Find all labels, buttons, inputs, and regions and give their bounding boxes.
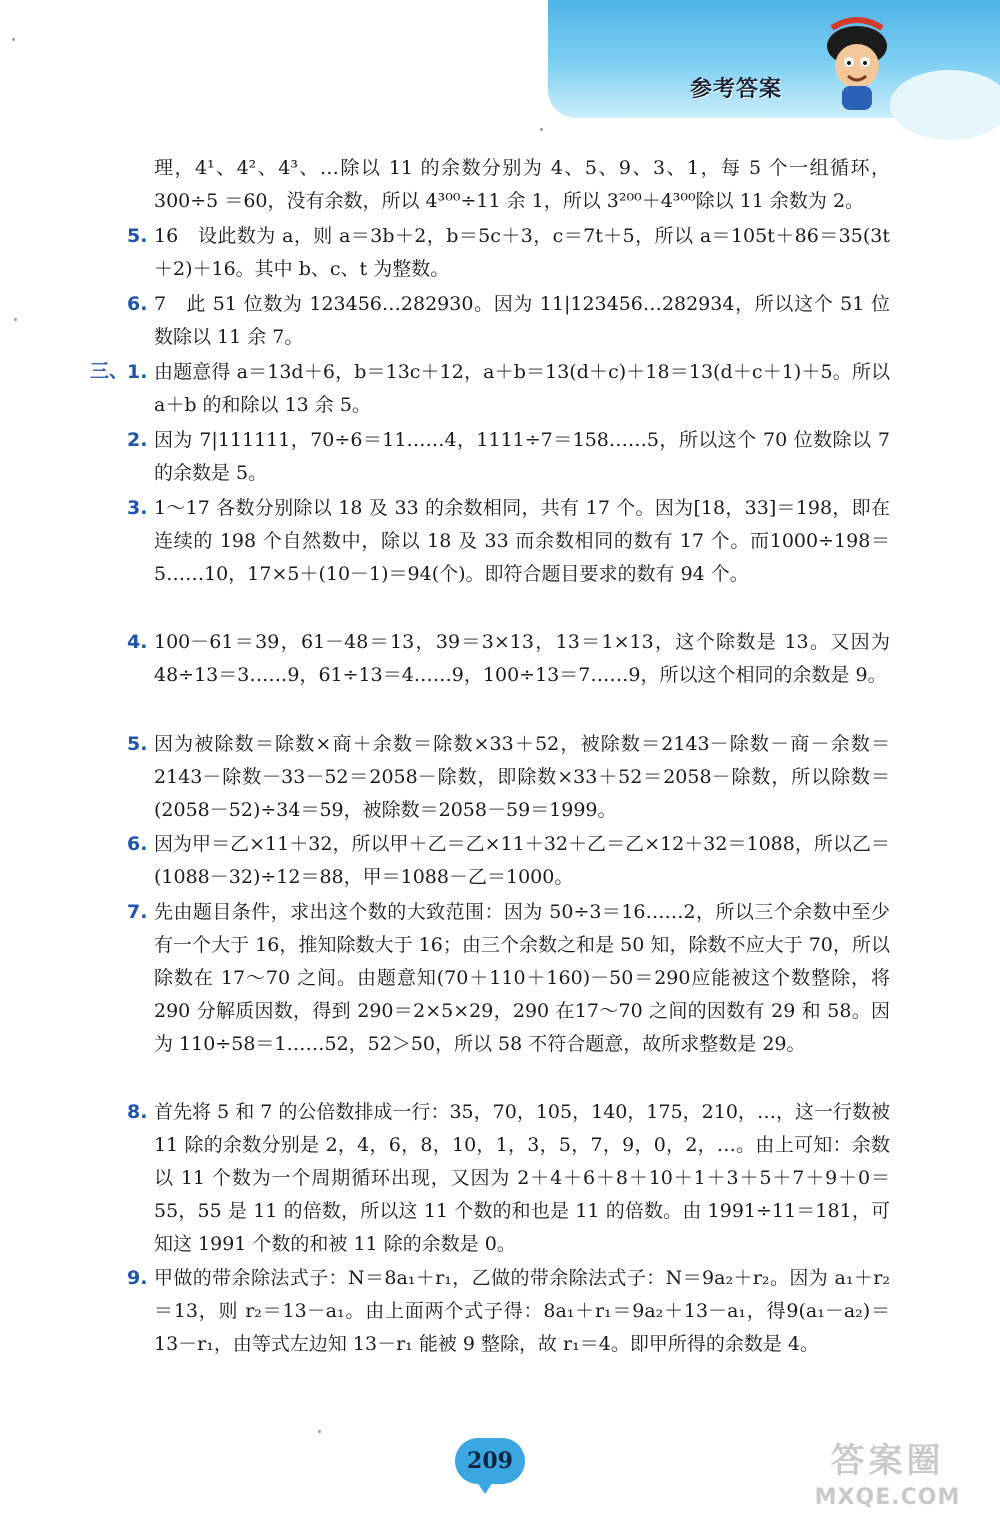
item-number: 2.: [127, 429, 148, 451]
item-text: 100－61＝39，61－48＝13，39＝3×13，13＝1×13，这个除数是 13。又因为48÷13＝3……9，61÷13＝4……9，100÷13＝7……9，所以这个相同的余数是 9。: [154, 631, 890, 686]
answer-item: [127, 728, 890, 827]
item-text: 1～17 各数分别除以 18 及 33 的余数相同，共有 17 个。因为[18，33]＝198，即在连续的 198 个自然数中，除以 18 及 33 而余数相同的数有 17 个。而1000÷198＝5……10，17×5＋(10－1)＝94(个)。即符合题目要求的数有 94 个。: [154, 497, 890, 585]
item-text: 先由题目条件，求出这个数的大致范围：因为 50÷3＝16……2，所以三个余数中至少有一个大于 16，推知除数大于 16；由三个余数之和是 50 知，除数不应大于 70，所以除数在 17～70 之间。由题意知(70＋110＋160)－50＝290应能被这个数整除，将 290 分解质因数，得到 290＝2×5×29，290 在17～70 之间的因数有 29 和 58。因为 110÷58＝1……52，52＞50，所以 58 不符合题意，故所求整数是 29。: [154, 901, 890, 1055]
answer-item: [127, 288, 890, 354]
item-number: 5.: [127, 733, 148, 755]
item-number: 4.: [127, 631, 148, 653]
header-title: 参考答案: [690, 77, 783, 102]
item-number: 7.: [127, 901, 148, 923]
item-number: 3.: [127, 497, 148, 519]
answer-item: [127, 492, 890, 591]
item-number: 8.: [127, 1101, 148, 1123]
answer-item: [127, 220, 890, 286]
answer-item: [127, 626, 890, 692]
answer-item: [127, 356, 890, 422]
item-text: 首先将 5 和 7 的公倍数排成一行：35，70，105，140，175，210，…，这一行数被 11 除的余数分别是 2，4，6，8，10，1，3，5，7，9，0，2，…。由上可知：余数以 11 个数为一个周期循环出现，又因为 2＋4＋6＋8＋10＋1＋3＋5＋7＋9＋0＝55，55 是 11 的倍数，所以这 11 个数的和也是 11 的倍数。由 1991÷11＝181，可知这 1991 个数的和被 11 除的余数是 0。: [154, 1101, 890, 1255]
watermark-url: MXQE.COM: [814, 1485, 961, 1510]
answer-item: [127, 1096, 890, 1261]
watermark: [780, 1438, 995, 1524]
continuation-text: 理，4¹、4²、4³、…除以 11 的余数分别为 4、5、9、3、1，每 5 个一组循环，300÷5 ＝60，没有余数，所以 4³⁰⁰÷11 余 1，所以 3²⁰⁰＋4³⁰⁰除以 11 余数为 2。: [154, 157, 890, 212]
answer-item: [127, 828, 890, 894]
page-number: 209: [467, 1448, 513, 1474]
item-number: 1.: [127, 361, 148, 383]
item-text: 由题意得 a＝13d＋6，b＝13c＋12，a＋b＝13(d＋c)＋18＝13(d＋c＋1)＋5。所以 a＋b 的和除以 13 余 5。: [154, 361, 890, 416]
item-text: 16 设此数为 a，则 a＝3b＋2，b＝5c＋3，c＝7t＋5，所以 a＝105t＋86＝35(3t＋2)＋16。其中 b、c、t 为整数。: [154, 225, 890, 280]
page-number-badge: [455, 1438, 525, 1484]
answer-item: [127, 1262, 890, 1361]
item-number: 6.: [127, 293, 148, 315]
item-number: 9.: [127, 1267, 148, 1289]
item-number: 5.: [127, 225, 148, 247]
item-text: 甲做的带余除法式子：N＝8a₁＋r₁，乙做的带余除法式子：N＝9a₂＋r₂。因为 a₁＋r₂＝13，则 r₂＝13－a₁。由上面两个式子得：8a₁＋r₁＝9a₂＋13－a₁，得9(a₁－a₂)＝13－r₁，由等式左边知 13－r₁ 能被 9 整除，故 r₁＝4。即甲所得的余数是 4。: [154, 1267, 890, 1355]
continuation-paragraph: [130, 152, 890, 218]
item-number: 6.: [127, 833, 148, 855]
item-text: 因为被除数＝除数×商＋余数＝除数×33＋52，被除数＝2143－除数－商－余数＝2143－除数－33－52＝2058－除数，即除数×33＋52＝2058－除数，所以除数＝(2058－52)÷34＝59，被除数＝2058－59＝1999。: [154, 733, 890, 821]
section-label: 三、: [90, 360, 129, 382]
item-text: 因为甲＝乙×11＋32，所以甲＋乙＝乙×11＋32＋乙＝乙×12＋32＝1088，所以乙＝(1088－32)÷12＝88，甲＝1088－乙＝1000。: [154, 833, 890, 888]
item-text: 7 此 51 位数为 123456…282930。因为 11|123456…282934，所以这个 51 位数除以 11 余 7。: [154, 293, 890, 348]
watermark-cn: 答案圈: [830, 1441, 945, 1481]
item-text: 因为 7|111111，70÷6＝11……4，1111÷7＝158……5，所以这个 70 位数除以 7 的余数是 5。: [154, 429, 890, 484]
answer-item: [127, 424, 890, 490]
answer-item: [127, 896, 890, 1061]
